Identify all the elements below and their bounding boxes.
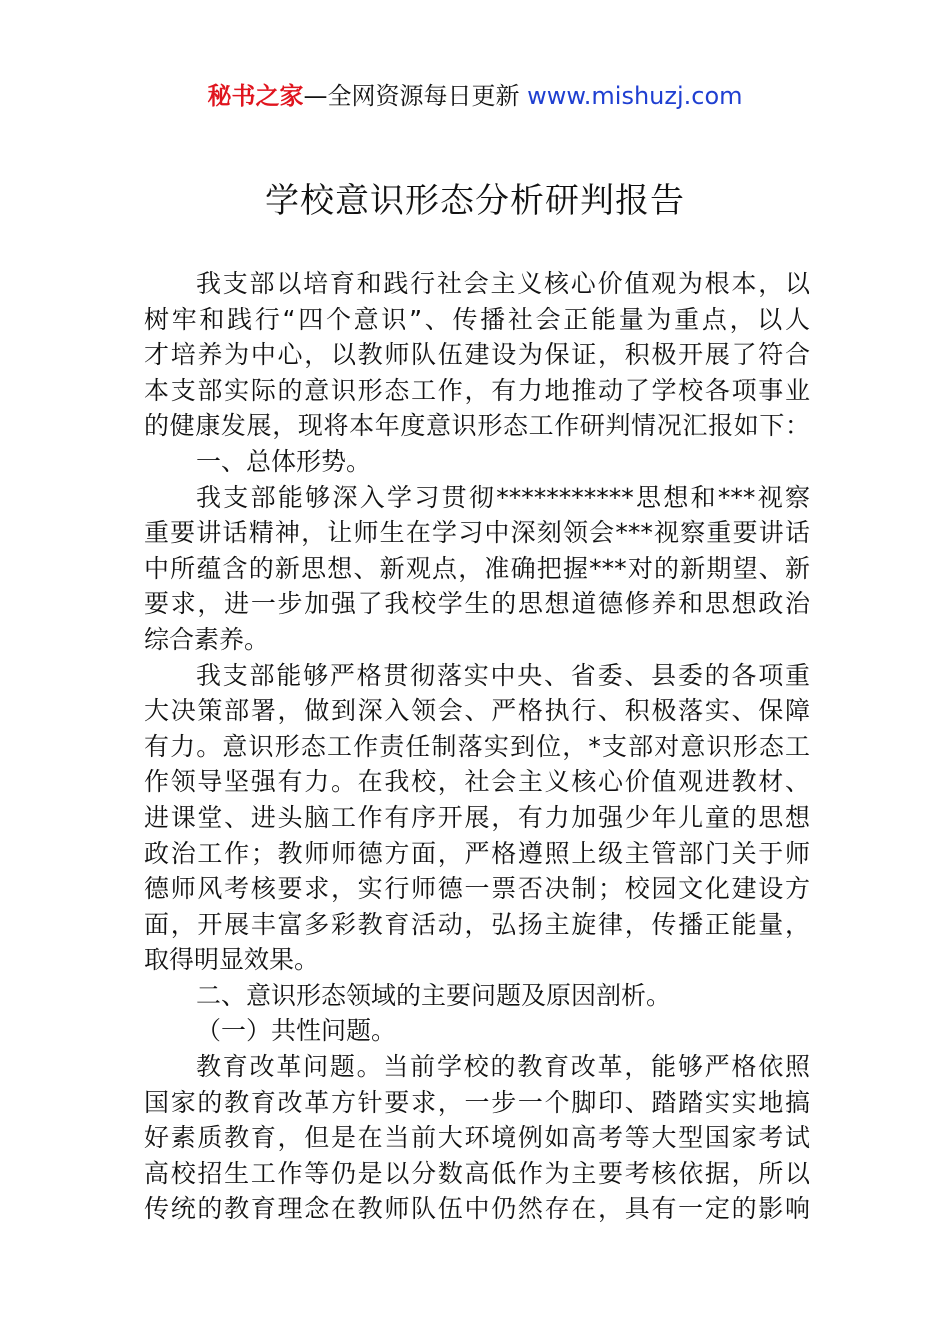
text-line: 才培养为中心，以教师队伍建设为保证，积极开展了符合 xyxy=(144,340,810,370)
header-slogan: —全网资源每日更新 xyxy=(303,82,520,110)
text-line: 作领导坚强有力。在我校，社会主义核心价值观进教材、 xyxy=(144,767,810,797)
text-line: 好素质教育，但是在当前大环境例如高考等大型国家考试 xyxy=(144,1123,810,1153)
text-line: 教育改革问题。当前学校的教育改革，能够严格依照 xyxy=(196,1052,810,1082)
text-line: 树牢和践行“四个意识”、传播社会正能量为重点，以人 xyxy=(144,304,810,334)
text-line: 政治工作；教师师德方面，严格遵照上级主管部门关于师 xyxy=(144,838,810,868)
subsection-heading: （一）共性问题。 xyxy=(196,1016,397,1046)
text-line: 我支部能够深入学习贯彻***********思想和***视察 xyxy=(196,482,810,512)
text-line: 的健康发展，现将本年度意识形态工作研判情况汇报如下： xyxy=(144,411,810,441)
text-line: 进课堂、进头脑工作有序开展，有力加强少年儿童的思想 xyxy=(144,802,810,832)
document-body xyxy=(144,266,810,1227)
text-line: 大决策部署，做到深入领会、严格执行、积极落实、保障 xyxy=(144,696,810,726)
document-title: 学校意识形态分析研判报告 xyxy=(265,181,685,221)
text-line: 取得明显效果。 xyxy=(144,945,320,975)
text-line: 有力。意识形态工作责任制落实到位，*支部对意识形态工 xyxy=(144,731,810,761)
brand-name: 秘书之家 xyxy=(207,82,304,110)
text-line: 我支部能够严格贯彻落实中央、省委、县委的各项重 xyxy=(196,660,810,690)
text-line: 重要讲话精神，让师生在学习中深刻领会***视察重要讲话 xyxy=(144,518,810,548)
text-line: 国家的教育改革方针要求，一步一个脚印、踏踏实实地搞 xyxy=(144,1087,810,1117)
text-line: 要求，进一步加强了我校学生的思想道德修养和思想政治 xyxy=(144,589,810,619)
text-line: 高校招生工作等仍是以分数高低作为主要考核依据，所以 xyxy=(144,1158,810,1188)
site-header xyxy=(0,80,950,112)
text-line: 综合素养。 xyxy=(144,624,270,654)
text-line: 中所蕴含的新思想、新观点，准确把握***对的新期望、新 xyxy=(144,553,810,583)
text-line: 我支部以培育和践行社会主义核心价值观为根本，以 xyxy=(196,269,810,298)
text-line: 德师风考核要求，实行师德一票否决制；校园文化建设方 xyxy=(144,874,810,904)
site-link[interactable]: www.mishuzj.com xyxy=(527,82,743,110)
section-heading: 二、意识形态领域的主要问题及原因剖析。 xyxy=(196,980,672,1010)
section-heading: 一、总体形势。 xyxy=(196,446,372,476)
text-line: 本支部实际的意识形态工作，有力地推动了学校各项事业 xyxy=(144,375,810,405)
text-line: 传统的教育理念在教师队伍中仍然存在，具有一定的影响 xyxy=(144,1194,810,1224)
text-line: 面，开展丰富多彩教育活动，弘扬主旋律，传播正能量， xyxy=(144,909,810,939)
